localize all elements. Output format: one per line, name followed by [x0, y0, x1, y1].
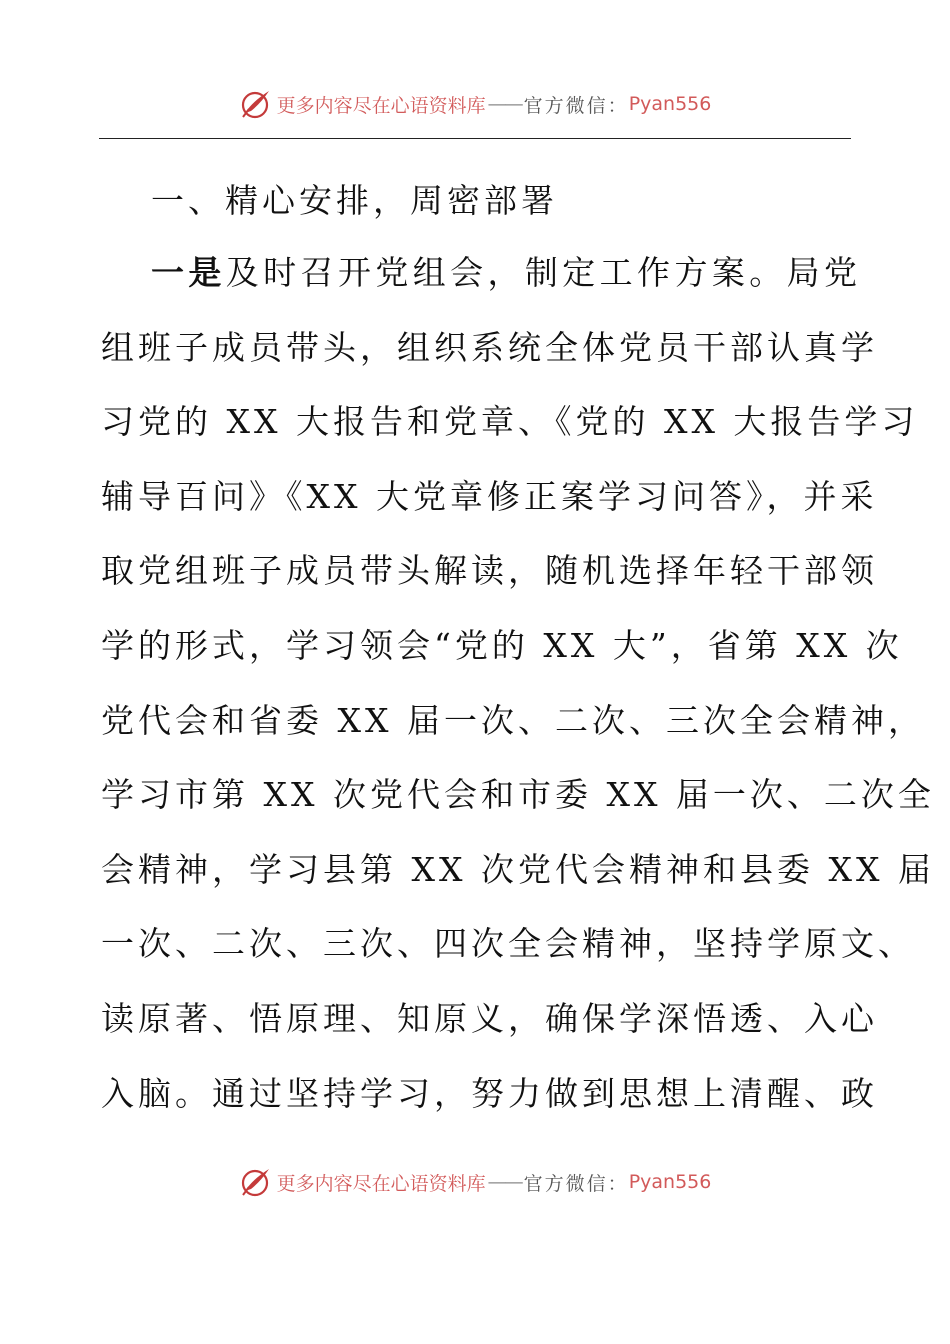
paragraph-lead: 一是	[151, 253, 226, 292]
paragraph-line: 学的形式，学习领会“党的 XX 大”，省第 XX 次	[101, 625, 903, 665]
paragraph-line: 习党的 XX 大报告和党章、《党的 XX 大报告学习	[101, 402, 919, 442]
section-heading: 一、精心安排，周密部署	[151, 181, 558, 220]
paragraph-line: 入脑。通过坚持学习，努力做到思想上清醒、政	[101, 1073, 878, 1113]
banner-wechat-id: Pyan556	[628, 93, 712, 115]
header-banner	[0, 84, 950, 124]
paragraph-line: 会精神，学习县第 XX 次党代会精神和县委 XX 届	[101, 849, 935, 889]
paragraph-line: 一次、二次、三次、四次全会精神，坚持学原文、	[101, 924, 915, 964]
quill-logo-icon	[239, 87, 273, 121]
banner-main-text: 更多内容尽在心语资料库	[276, 1172, 486, 1195]
paragraph-line-text: 及时召开党组会，制定工作方案。局党	[225, 253, 862, 292]
quill-logo-icon	[239, 1165, 273, 1199]
paragraph-line: 读原著、悟原理、知原义，确保学深悟透、入心	[101, 998, 878, 1038]
banner-sub-text: 官方微信：	[523, 1172, 629, 1195]
paragraph-line: 学习市第 XX 次党代会和市委 XX 届一次、二次全	[101, 775, 935, 815]
banner-wechat-id: Pyan556	[628, 1171, 712, 1193]
banner-dash: ——	[487, 93, 522, 115]
paragraph-line: 党代会和省委 XX 届一次、二次、三次全会精神，	[101, 700, 925, 740]
banner-text	[277, 91, 712, 118]
banner-dash: ——	[487, 1171, 522, 1193]
paragraph-line: 组班子成员带头，组织系统全体党员干部认真学	[101, 327, 878, 367]
banner-main-text: 更多内容尽在心语资料库	[276, 94, 486, 117]
paragraph-line: 取党组班子成员带头解读，随机选择年轻干部领	[101, 551, 878, 591]
footer-banner	[0, 1162, 950, 1202]
header-divider	[99, 138, 851, 139]
banner-text	[277, 1169, 712, 1196]
paragraph-line	[101, 242, 861, 317]
banner-sub-text: 官方微信：	[523, 94, 629, 117]
paragraph-line: 辅导百问》《XX 大党章修正案学习问答》，并采	[101, 476, 878, 516]
document-body	[101, 170, 935, 1137]
